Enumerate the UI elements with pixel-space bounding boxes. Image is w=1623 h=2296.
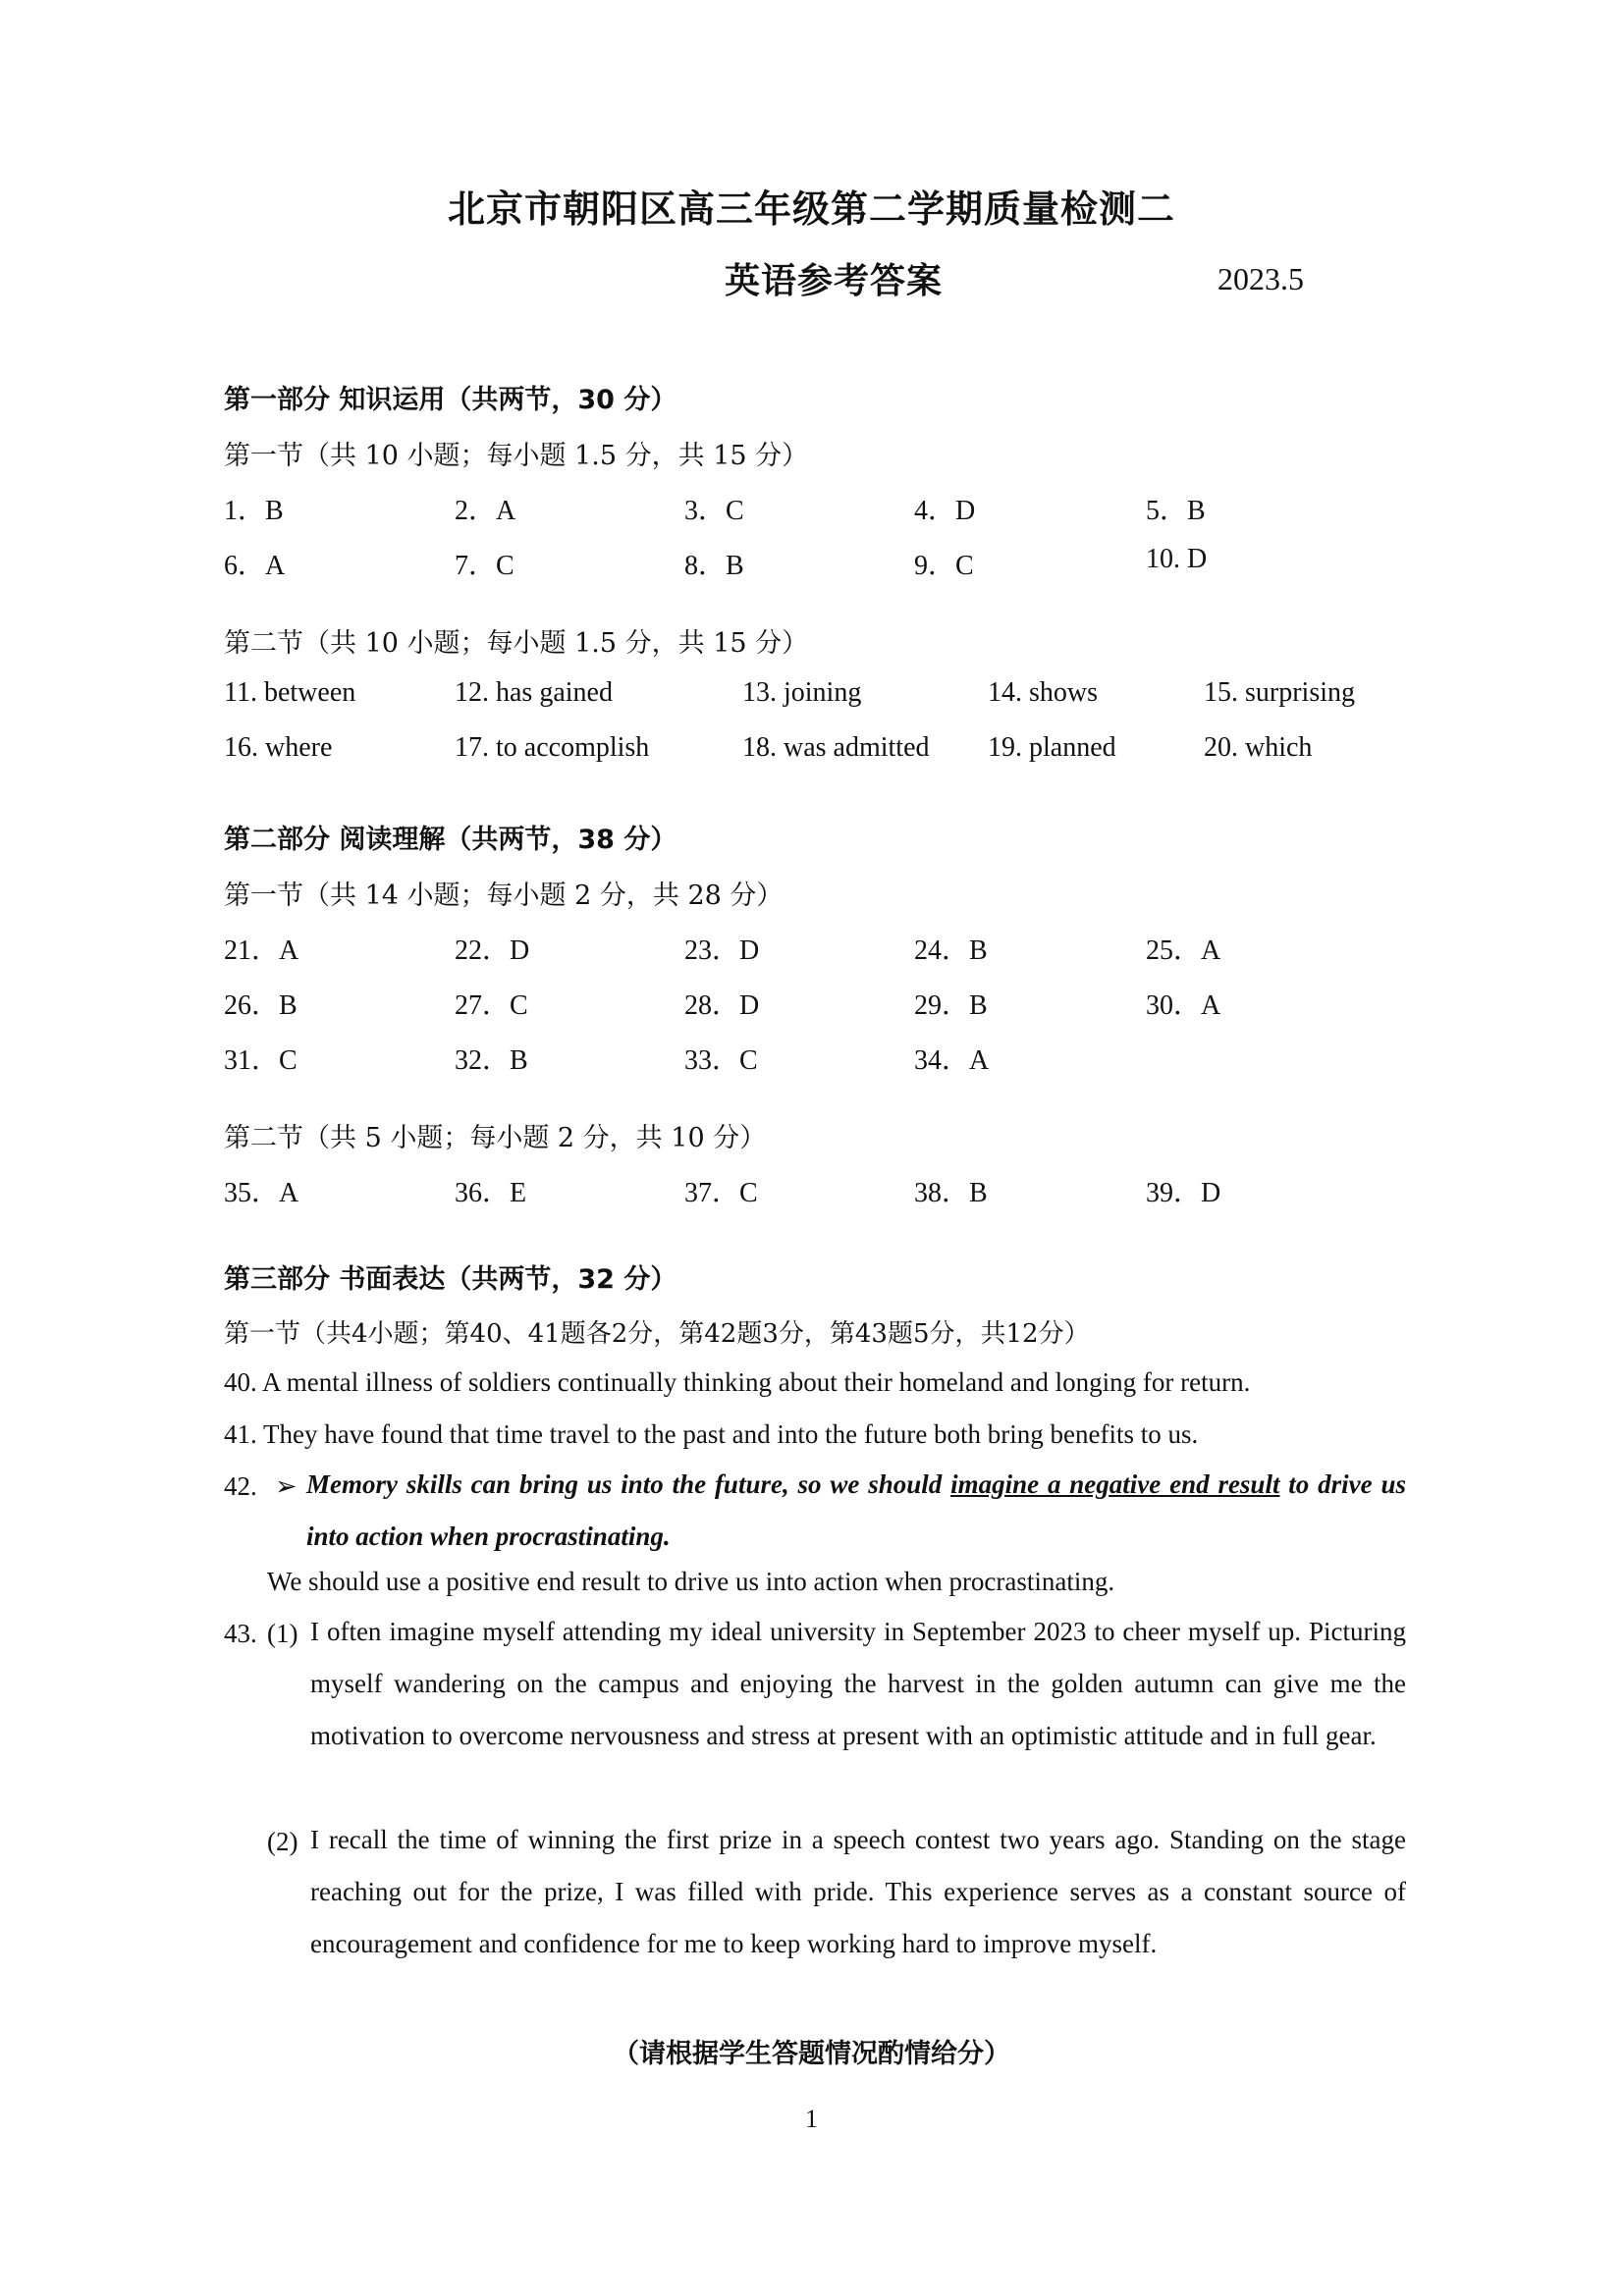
answer-item: 11. between [224,677,356,708]
answer-item: 20. which [1204,732,1313,763]
answer-item: 21．A [224,935,299,966]
answer-row [224,984,1402,1039]
part2-section2-heading: 第二节（共 5 小题；每小题 2 分，共 10 分） [224,1123,767,1153]
answer-row [224,489,1402,544]
part1-heading: 第一部分 知识运用（共两节，30 分） [224,385,677,415]
answer-item: 19. planned [988,732,1116,763]
answer-item: 7．C [455,551,514,581]
answer-43-label-1: (1) [267,1619,298,1648]
answer-item: 12. has gained [455,677,613,708]
question-42-prompt [306,1459,1406,1563]
part3-heading: 第三部分 书面表达（共两节，32 分） [224,1264,677,1295]
part2-section2-answers [224,1171,1402,1226]
answer-row [224,929,1402,984]
answer-item: 31．C [224,1045,298,1076]
answer-row [224,544,1402,599]
prompt-text: Memory skills can bring us into the future, so we should [306,1469,951,1499]
part2-section1-heading: 第一节（共 14 小题；每小题 2 分，共 28 分） [224,881,784,911]
answer-item: 35．A [224,1178,299,1208]
answer-item: 24．B [914,935,988,966]
answer-row [224,1039,1402,1094]
answer-43-paragraph-1: I often imagine myself attending my ideal university in September 2023 to cheer myself up. Picturing myself wandering on the campus and enjoying the harvest in the golden autumn can give me the motivation to overcome nervousness and stress at present with an optimistic attitude and in full gear. [310,1617,1406,1750]
prompt-underlined: imagine a negative end result [950,1469,1280,1499]
part3-section1-heading: 第一节（共4小题；第40、41题各2分，第42题3分，第43题5分，共12分） [224,1319,1090,1349]
answer-item: 5．B [1146,496,1206,526]
answer-item: 29．B [914,990,988,1021]
answer-item: 2．A [455,496,516,526]
answer-item: 13. joining [742,677,862,708]
document-title: 北京市朝阳区高三年级第二学期质量检测二 [447,187,1175,231]
answer-item: 30．A [1146,990,1221,1021]
answer-item: 16. where [224,732,333,763]
part1-section2-heading: 第二节（共 10 小题；每小题 1.5 分，共 15 分） [224,628,809,659]
answer-item: 3．C [684,496,744,526]
answer-item: 22．D [455,935,530,966]
part2-heading: 第二部分 阅读理解（共两节，38 分） [224,825,677,855]
answer-item: 26．B [224,990,298,1021]
answer-item: 6．A [224,551,286,581]
answer-item: 18. was admitted [742,732,930,763]
document-subtitle: 英语参考答案 [725,261,944,301]
page-number: 1 [805,2105,818,2133]
answer-item: 38．B [914,1178,988,1208]
answer-item: 8．B [684,551,744,581]
answer-item: 4．D [914,496,976,526]
question-42-number: 42. [224,1471,257,1501]
answer-item: 37．C [684,1178,758,1208]
answer-item: 34．A [914,1045,990,1076]
answer-41: 41. They have found that time travel to the past and into the future both bring benefits to us. [224,1419,1199,1449]
answer-row [224,732,1402,787]
answer-item: 27．C [455,990,528,1021]
grading-note: （请根据学生答题情况酌情给分） [613,2039,1010,2069]
answer-item: 17. to accomplish [455,732,650,763]
answer-item: 28．D [684,990,760,1021]
part1-section1-heading: 第一节（共 10 小题；每小题 1.5 分，共 15 分） [224,441,809,471]
part2-section1-answers [224,929,1402,1094]
answer-row [224,677,1402,732]
answer-item: 9．C [914,551,974,581]
answer-row [224,1171,1402,1226]
answer-item: 33．C [684,1045,758,1076]
part1-section1-answers [224,489,1402,599]
document-date: 2023.5 [1217,261,1304,296]
answer-item: 36．E [455,1178,527,1208]
answer-42: We should use a positive end result to drive us into action when procrastinating. [267,1567,1115,1596]
answer-43-label-2: (2) [267,1827,298,1856]
answer-item: 10. D [1146,544,1208,574]
answer-item: 39．D [1146,1178,1221,1208]
answer-item: 1．B [224,496,284,526]
answer-item: 25．A [1146,935,1221,966]
answer-43-paragraph-2: I recall the time of winning the first prize in a speech contest two years ago. Standing on the stage reaching out for the prize, I was filled with pride. This experience serves as a constant source of encouragement and confidence for me to keep working hard to improve myself. [310,1825,1406,1958]
answer-item: 23．D [684,935,760,966]
arrow-bullet-icon: ➢ [275,1471,298,1501]
answer-item: 14. shows [988,677,1099,708]
question-43-number: 43. [224,1619,257,1648]
prompt-text: to drive us into action when procrastinating. [306,1469,1406,1551]
part1-section2-answers [224,677,1402,787]
answer-40: 40. A mental illness of soldiers continually thinking about their homeland and longing for return. [224,1367,1251,1397]
answer-item: 32．B [455,1045,528,1076]
answer-item: 15. surprising [1204,677,1355,708]
